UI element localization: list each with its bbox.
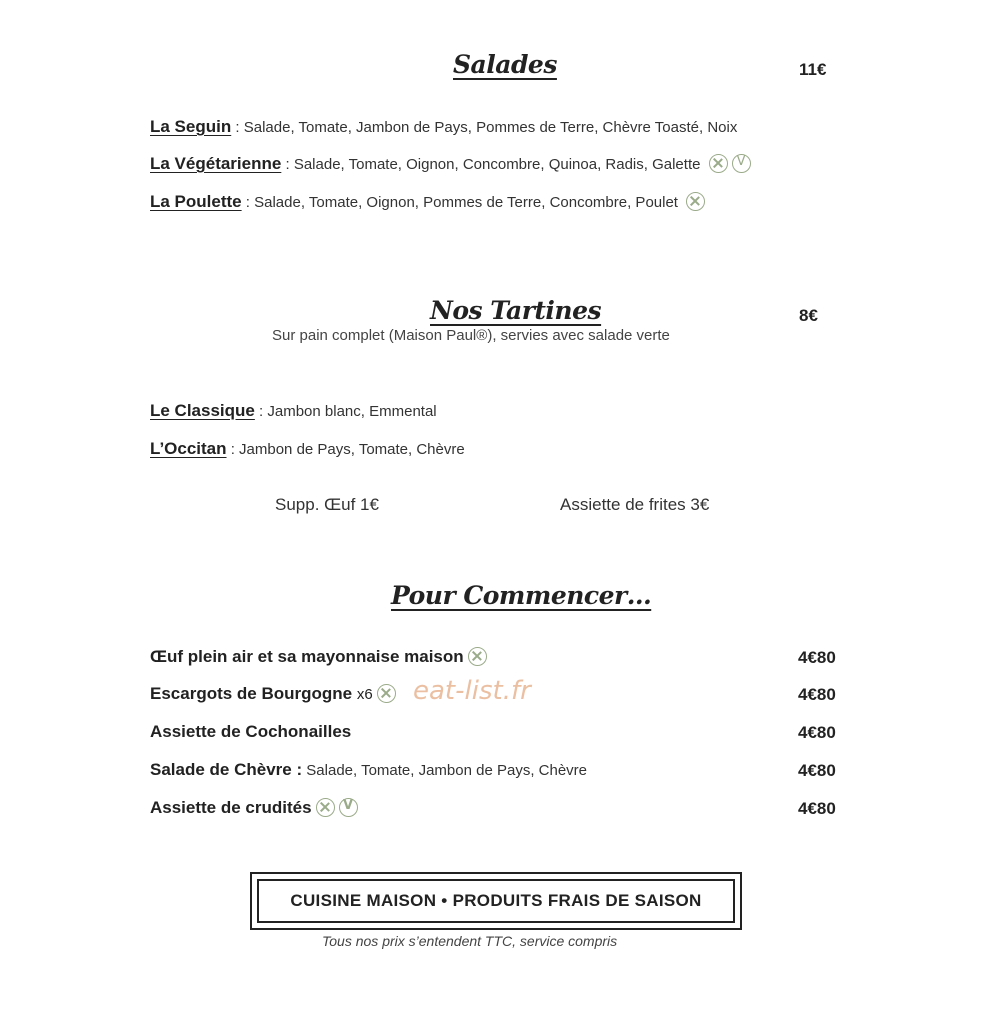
menu-item [150,439,465,459]
tartines-title: Nos Tartines [430,296,602,325]
starter-price: 4€80 [798,648,836,667]
item-desc: : Salade, Tomate, Oignon, Pommes de Terre, Concombre, Poulet [241,194,678,211]
starter-price: 4€80 [798,799,836,818]
gluten-free-icon [316,798,335,817]
supp-frites: Assiette de frites 3€ [560,495,710,514]
item-name: La Seguin [150,117,232,136]
tartines-price: 8€ [799,306,818,325]
item-desc: : Salade, Tomate, Jambon de Pays, Pommes de Terre, Chèvre Toasté, Noix [231,119,738,136]
banner-text: CUISINE MAISON • PRODUITS FRAIS DE SAISON [257,879,735,923]
item-desc: : Jambon de Pays, Tomate, Chèvre [226,441,465,458]
item-qty: x6 [356,686,373,703]
salades-price: 11€ [799,60,827,79]
starter-item [150,760,587,780]
salades-title: Salades [453,50,557,79]
item-name: Assiette de crudités [150,798,312,817]
vegetarian-icon [732,154,751,173]
item-name: Salade de Chèvre : [150,760,303,779]
starter-item [150,722,351,742]
item-name: La Végétarienne [150,154,282,173]
gluten-free-icon [468,647,487,666]
starter-price: 4€80 [798,761,836,780]
item-name: L’Occitan [150,439,227,458]
starter-price: 4€80 [798,723,836,742]
banner-frame [250,872,742,930]
commencer-title: Pour Commencer… [391,581,652,610]
item-desc: Salade, Tomate, Jambon de Pays, Chèvre [302,762,588,779]
menu-item [150,117,737,137]
item-name: Le Classique [150,401,255,420]
starter-item [150,647,487,667]
item-name: La Poulette [150,192,242,211]
item-name: Escargots de Bourgogne [150,684,353,703]
vegetarian-icon [339,798,358,817]
menu-item [150,154,751,174]
gluten-free-icon [377,684,396,703]
item-name: Assiette de Cochonailles [150,722,352,741]
starter-item [150,798,358,818]
price-note: Tous nos prix s’entendent TTC, service compris [322,933,618,949]
item-name: Œuf plein air et sa mayonnaise maison [150,647,464,666]
watermark: eat-list.fr [413,676,531,706]
starter-item [150,684,396,704]
item-desc: : Jambon blanc, Emmental [254,403,437,420]
gluten-free-icon [709,154,728,173]
supp-oeuf: Supp. Œuf 1€ [275,495,379,514]
starter-price: 4€80 [798,685,836,704]
gluten-free-icon [686,192,705,211]
menu-item [150,401,437,421]
tartines-subtitle: Sur pain complet (Maison Paul®), servies avec salade verte [272,327,670,344]
menu-item [150,192,705,212]
item-desc: : Salade, Tomate, Oignon, Concombre, Quinoa, Radis, Galette [281,156,701,173]
